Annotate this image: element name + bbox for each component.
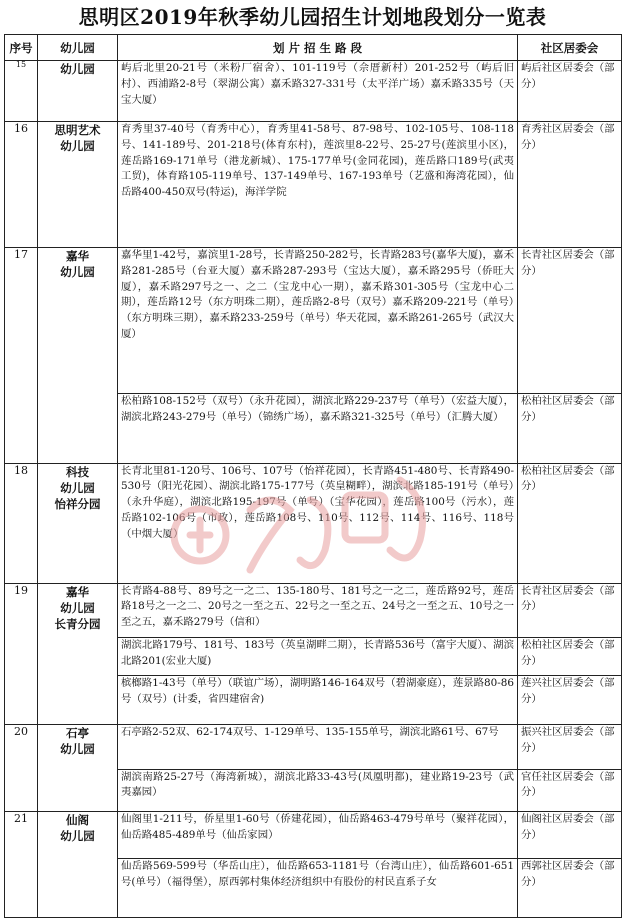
committee-cell: 长青社区居委会（部分）	[518, 583, 622, 638]
header-committee: 社区居委会	[518, 35, 622, 61]
route-cell: 石亭路2-52双、62-174双号、1-129单号、135-155单号，湖滨北路61号、67号	[118, 724, 518, 769]
row-seq: 21	[5, 812, 38, 918]
kindergarten-name-line: 石亭	[66, 725, 89, 740]
table-row	[5, 463, 622, 583]
table-row	[5, 724, 622, 769]
committee-cell: 西郭社区居委会（部分）	[518, 858, 622, 917]
table-body	[5, 61, 622, 918]
kindergarten-name	[38, 248, 118, 464]
committee-cell: 松柏社区居委会（部分）	[518, 638, 622, 676]
row-seq: 18	[5, 463, 38, 583]
route-cell: 松柏路108-152号（双号）（永升花园），湖滨北路229-237号（单号）（宏益大厦），湖滨北路243-279号（单号）（锦绣广场），嘉禾路321-325号（单号）（汇腾大厦）	[118, 394, 518, 463]
committee-cell: 屿后社区居委会（部分）	[518, 61, 622, 122]
committee-cell: 育秀社区居委会（部分）	[518, 121, 622, 247]
document-title: 思明区2019年秋季幼儿园招生计划地段划分一览表	[78, 5, 547, 29]
committee-cell: 振兴社区居委会（部分）	[518, 724, 622, 769]
committee-cell: 松柏社区居委会（部分）	[518, 394, 622, 463]
allocation-table	[4, 34, 622, 918]
kindergarten-name-line: 嘉华	[66, 249, 89, 264]
route-cell: 长青路4-88号、89号之一之二、135-180号、181号之一之二，莲岳路92号，莲岳路18号之一之二、20号之一至之五、22号之一至之五、24号之一至之五、10号之一至之五，嘉禾路279号（信和）	[118, 583, 518, 638]
table-row	[5, 248, 622, 394]
kindergarten-name	[38, 812, 118, 918]
route-cell: 槟榔路1-43号（单号）（联谊广场），湖明路146-164双号（碧湖豪庭），莲景路80-86号（双号）(计委，省四建宿舍)	[118, 676, 518, 725]
committee-cell: 长青社区居委会（部分）	[518, 248, 622, 394]
kindergarten-name	[38, 61, 118, 122]
header-kindergarten: 幼儿园	[38, 35, 118, 61]
route-cell: 仙阁里1-211号，侨星里1-60号（侨建花园），仙岳路463-479号单号（聚祥花园），仙岳路485-489单号（仙岳家园）	[118, 812, 518, 859]
route-cell: 仙岳路569-599号（华岳山庄），仙岳路653-1181号（台湾山庄），仙岳路601-651号(单号）（福得堡），原西郭村集体经济组织中有股份的村民直系子女	[118, 858, 518, 917]
row-seq: 15	[5, 61, 38, 122]
committee-cell: 松柏社区居委会（部分）	[518, 463, 622, 583]
row-seq: 20	[5, 724, 38, 811]
kindergarten-name-line: 幼儿园	[60, 741, 95, 756]
header-row	[5, 35, 622, 61]
committee-cell: 仙阁社区居委会（部分）	[518, 812, 622, 859]
row-seq: 16	[5, 121, 38, 247]
route-cell: 湖滨南路25-27号（海湾新城），湖滨北路33-43号(凤凰明都)，建业路19-23号（武夷嘉园）	[118, 769, 518, 812]
header-seq: 序号	[5, 35, 38, 61]
row-seq: 17	[5, 248, 38, 464]
table-row	[5, 812, 622, 859]
kindergarten-name-line: 幼儿园	[60, 829, 95, 844]
committee-cell: 莲兴社区居委会（部分）	[518, 676, 622, 725]
kindergarten-name-line: 思明艺术	[54, 122, 101, 137]
route-cell: 嘉华里1-42号，嘉滨里1-28号，长青路250-282号，长青路283号(嘉华大厦)，嘉禾路281-285号（台亚大厦）嘉禾路287-293号（宝达大厦），嘉禾路295号（侨旺大厦），嘉禾路297号之一、之二（宝龙中心一期），嘉禾路301-305号（宝龙中心二期），莲岳路12号（东方明珠二期），莲岳路2-8号（双号）嘉禾路209-221号（单号）（东方明珠三期），嘉禾路233-259号（单号）华天花园，嘉禾路261-265号（武汉大厦）	[118, 248, 518, 394]
kindergarten-name-line: 幼儿园	[60, 138, 95, 153]
kindergarten-name	[38, 463, 118, 583]
table-row	[5, 61, 622, 122]
header-route: 划 片 招 生 路 段	[118, 35, 518, 61]
table-row	[5, 583, 622, 638]
kindergarten-name	[38, 121, 118, 247]
kindergarten-name-line: 幼儿园	[60, 480, 95, 495]
kindergarten-name-line: 幼儿园	[60, 62, 95, 76]
kindergarten-name-line: 幼儿园	[60, 600, 95, 615]
route-cell: 屿后北里20-21号（米粉厂宿舍）、101-119号（佘厝新村）201-252号（屿后旧村）、西浦路2-8号（翠湖公寓）嘉禾路327-331号（太平洋广场）嘉禾路335号（天宝大厦）	[118, 61, 518, 122]
kindergarten-name-line: 怡祥分园	[54, 496, 101, 511]
kindergarten-name-line: 仙阁	[66, 813, 89, 828]
kindergarten-name	[38, 724, 118, 811]
route-cell: 育秀里37-40号（育秀中心），育秀里41-58号、87-98号、102-105号、108-118号、141-189号、201-218号(体育东村)，莲滨里8-22号、25-27号(莲滨里小区)，莲岳路169-171单号（港龙新城）、175-177单号(金同花园)，莲岳路口189号(武夷工贸)，体育路105-119单号、137-149单号、167-193单号（艺盛和海湾花园），仙岳路400-450双号(特运)，海洋学院	[118, 121, 518, 247]
kindergarten-name-line: 长青分园	[54, 616, 101, 631]
kindergarten-name-line: 幼儿园	[60, 265, 95, 280]
kindergarten-name-line: 嘉华	[66, 584, 89, 599]
kindergarten-name-line: 科技	[66, 464, 89, 479]
route-cell: 湖滨北路179号、181号、183号（英皇湖畔二期），长青路536号（富宇大厦）、湖滨北路201(宏业大厦)	[118, 638, 518, 676]
table-row	[5, 121, 622, 247]
row-seq: 19	[5, 583, 38, 724]
committee-cell: 官任社区居委会（部分）	[518, 769, 622, 812]
kindergarten-name	[38, 583, 118, 724]
route-cell: 长青北里81-120号、106号、107号（怡祥花园），长青路451-480号、长青路490-530号（阳光花园）、湖滨北路175-177号（英皇糊畔），湖滨北路185-191号（单号）（永升华庭），湖滨北路195-197号（单号）（宝华花园），莲岳路100号（污水），莲岳路102-106号（市政），莲岳路108号、110号、112号、114号、116号、118号（中烟大厦）	[118, 463, 518, 583]
